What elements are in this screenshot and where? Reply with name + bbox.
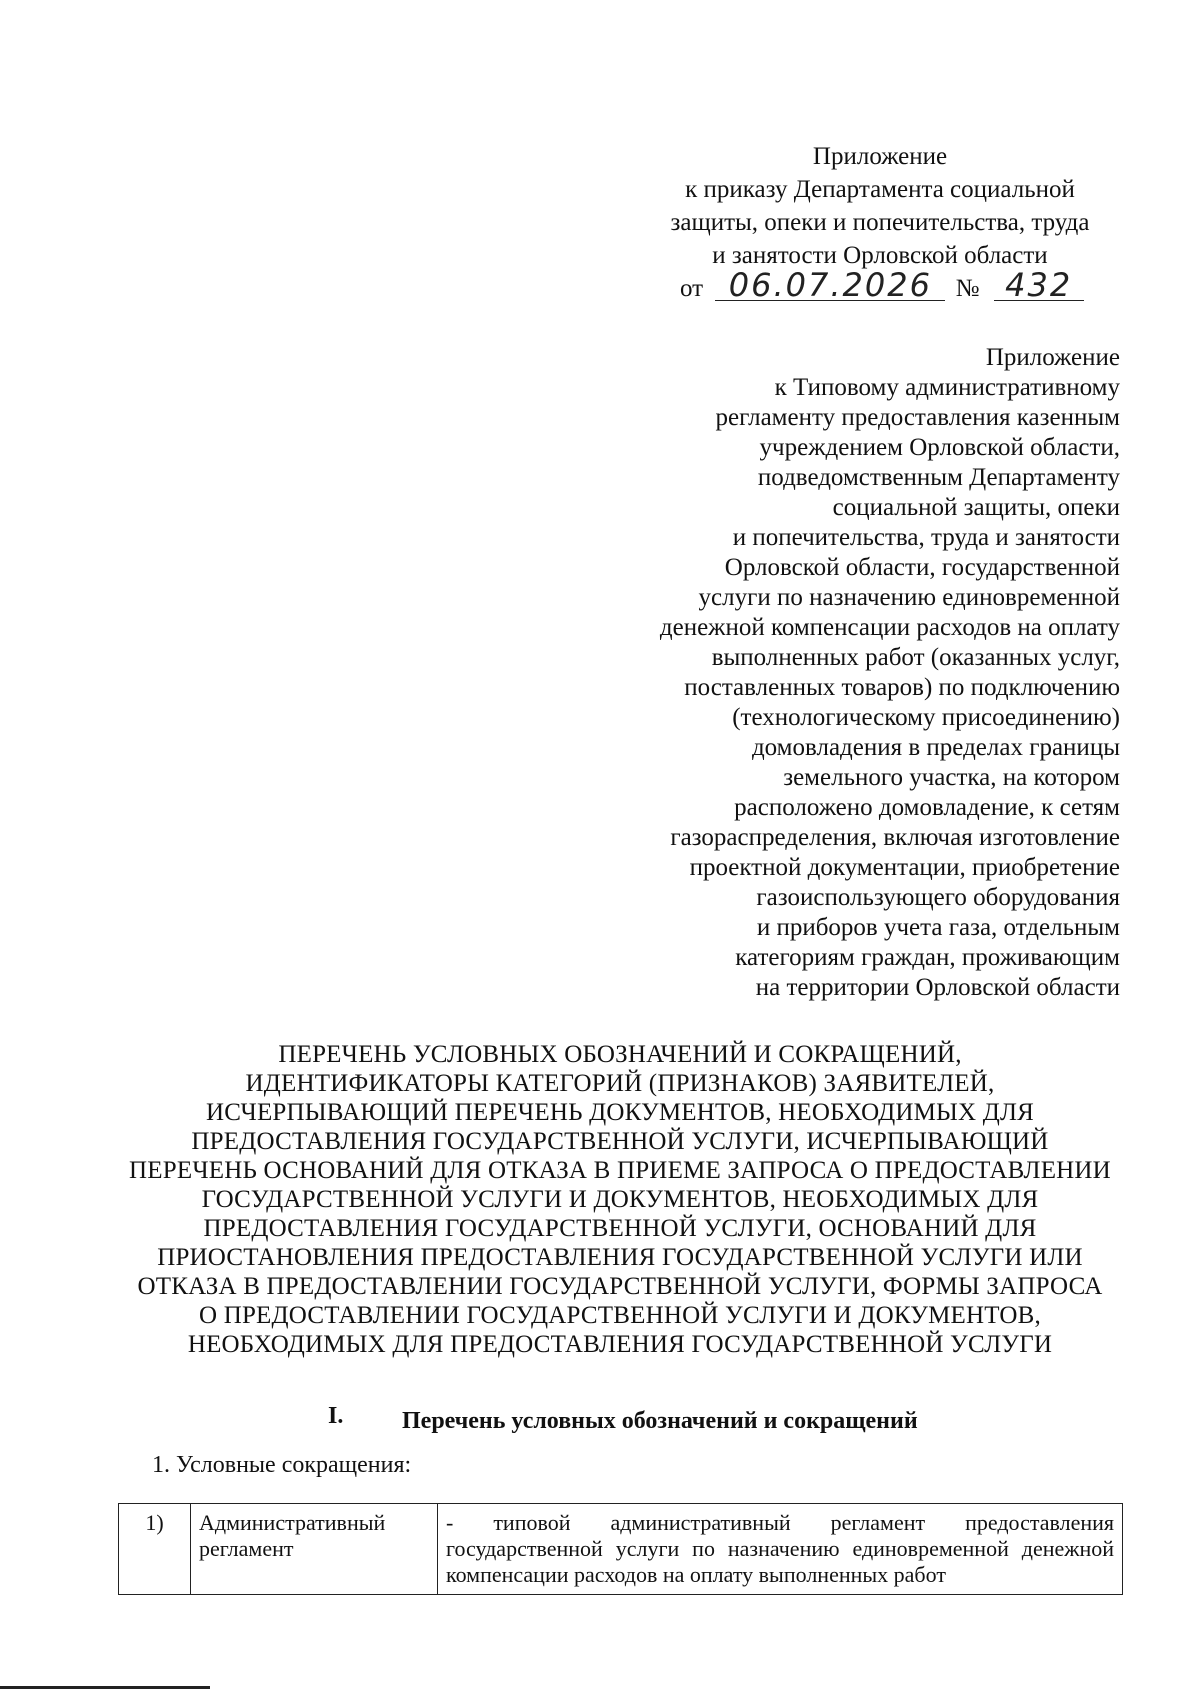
title-line: ПРИОСТАНОВЛЕНИЯ ПРЕДОСТАВЛЕНИЯ ГОСУДАРСТВЕННОЙ УСЛУГИ ИЛИ [157, 1244, 1083, 1271]
title-line: ГОСУДАРСТВЕННОЙ УСЛУГИ И ДОКУМЕНТОВ, НЕОБХОДИМЫХ ДЛЯ [201, 1186, 1039, 1213]
appendix2-line: расположено домовладение, к сетям [734, 794, 1120, 821]
handwritten-date: 06.07.2026 [715, 270, 945, 301]
title-line: ПРЕДОСТАВЛЕНИЯ ГОСУДАРСТВЕННОЙ УСЛУГИ, ИСЧЕРПЫВАЮЩИЙ [191, 1128, 1049, 1155]
appendix2-line: (технологическому присоединению) [732, 704, 1120, 731]
appendix2-line: домовладения в пределах границы [751, 734, 1120, 761]
appendix1-line: защиты, опеки и попечительства, труда [670, 209, 1090, 236]
row-definition: - типовой административный регламент предоставления государственной услуги по назначению единовременной денежной компенсации расходов на оплату выполненных работ [438, 1504, 1123, 1595]
abbreviations-table [118, 1503, 1123, 1595]
appendix2-line: на территории Орловской области [755, 974, 1120, 1001]
document-title [120, 1040, 1120, 1359]
row-term: Административный регламент [191, 1504, 438, 1595]
appendix1-line: и занятости Орловской области [712, 242, 1048, 269]
appendix1-line: к приказу Департамента социальной [685, 176, 1075, 203]
section-title: Перечень условных обозначений и сокращений [402, 1408, 918, 1434]
appendix2-line: земельного участка, на котором [783, 764, 1120, 791]
appendix2-line: подведомственным Департаменту [757, 464, 1120, 491]
appendix2-line: социальной защиты, опеки [832, 494, 1120, 521]
appendix2-line: проектной документации, приобретение [689, 854, 1120, 881]
appendix2-line: газораспределения, включая изготовление [670, 824, 1120, 851]
title-line: ИСЧЕРПЫВАЮЩИЙ ПЕРЕЧЕНЬ ДОКУМЕНТОВ, НЕОБХОДИМЫХ ДЛЯ [205, 1099, 1035, 1126]
title-line: ИДЕНТИФИКАТОРЫ КАТЕГОРИЙ (ПРИЗНАКОВ) ЗАЯВИТЕЛЕЙ, [245, 1070, 995, 1097]
appendix2-line: поставленных товаров) по подключению [684, 674, 1120, 701]
appendix2-line: и приборов учета газа, отдельным [756, 914, 1120, 941]
scan-edge-line [0, 1686, 210, 1689]
appendix2-line: регламенту предоставления казенным [715, 404, 1120, 431]
title-line: ПЕРЕЧЕНЬ ОСНОВАНИЙ ДЛЯ ОТКАЗА В ПРИЕМЕ ЗАПРОСА О ПРЕДОСТАВЛЕНИИ [129, 1157, 1111, 1184]
order-date-number-line [680, 266, 1084, 304]
title-line: ПРЕДОСТАВЛЕНИЯ ГОСУДАРСТВЕННОЙ УСЛУГИ, ОСНОВАНИЙ ДЛЯ [203, 1215, 1037, 1242]
appendix2-line: категориям граждан, проживающим [735, 944, 1120, 971]
section-number: I. [328, 1403, 344, 1429]
appendix2-line: и попечительства, труда и занятости [732, 524, 1120, 551]
title-line: ПЕРЕЧЕНЬ УСЛОВНЫХ ОБОЗНАЧЕНИЙ И СОКРАЩЕНИЙ, [278, 1041, 962, 1068]
table-row [119, 1504, 1123, 1595]
appendix2-line: Приложение [985, 344, 1120, 371]
row-number: 1) [119, 1504, 191, 1595]
appendix2-line: денежной компенсации расходов на оплату [659, 614, 1120, 641]
from-label: от [680, 275, 704, 302]
appendix2-line: выполненных работ (оказанных услуг, [711, 644, 1120, 671]
title-line: НЕОБХОДИМЫХ ДЛЯ ПРЕДОСТАВЛЕНИЯ ГОСУДАРСТВЕННОЙ УСЛУГИ [187, 1331, 1053, 1358]
title-line: ОТКАЗА В ПРЕДОСТАВЛЕНИИ ГОСУДАРСТВЕННОЙ УСЛУГИ, ФОРМЫ ЗАПРОСА [137, 1273, 1103, 1300]
title-line: О ПРЕДОСТАВЛЕНИИ ГОСУДАРСТВЕННОЙ УСЛУГИ И ДОКУМЕНТОВ, [199, 1302, 1041, 1329]
handwritten-number: 432 [994, 270, 1084, 301]
item-1-heading: 1. Условные сокращения: [152, 1452, 412, 1478]
number-label: № [955, 275, 980, 302]
appendix2-line: учреждением Орловской области, [759, 434, 1120, 461]
appendix2-line: газоиспользующего оборудования [756, 884, 1120, 911]
appendix1-line: Приложение [812, 143, 948, 170]
appendix2-line: к Типовому административному [774, 374, 1120, 401]
appendix2-line: Орловской области, государственной [724, 554, 1120, 581]
appendix2-line: услуги по назначению единовременной [698, 584, 1120, 611]
